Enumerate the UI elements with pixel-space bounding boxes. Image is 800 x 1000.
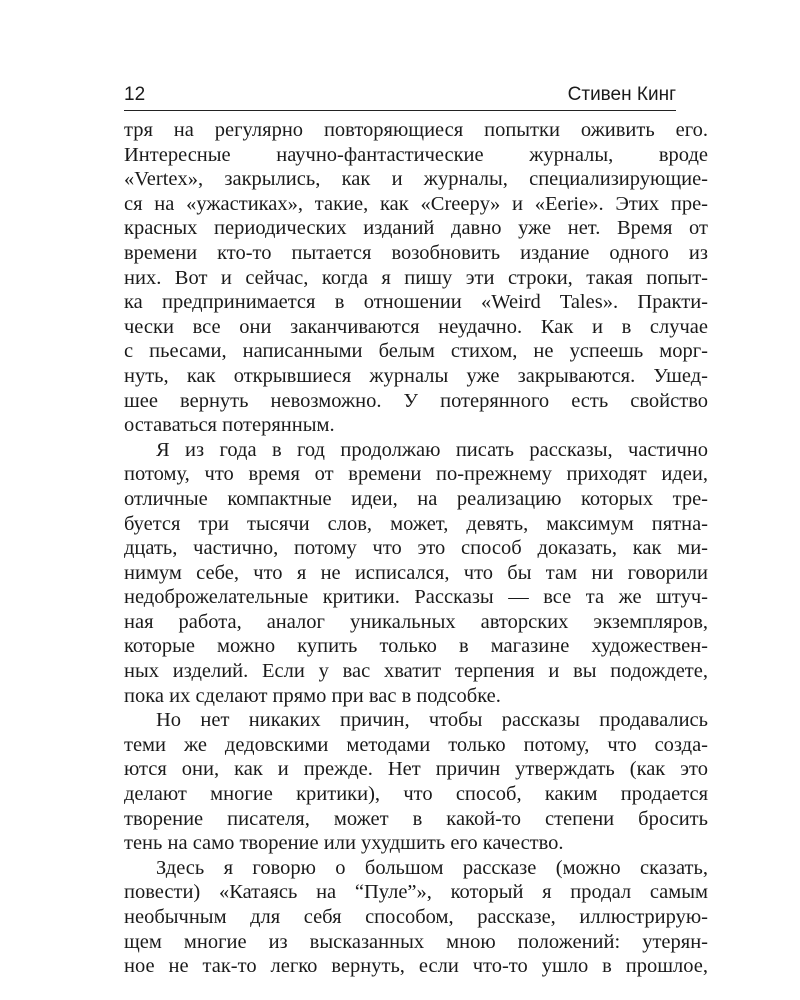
text-line: недоброжелательные критики. Рассказы — все та же штуч- bbox=[124, 586, 708, 609]
text-line: них. Вот и сейчас, когда я пишу эти строки, такая попыт- bbox=[124, 266, 708, 289]
text-line: пока их сделают прямо при вас в подсобке. bbox=[124, 684, 501, 707]
text-line: оставаться потерянным. bbox=[124, 414, 335, 437]
text-line: чески все они заканчиваются неудачно. Как и в случае bbox=[124, 315, 708, 338]
text-line: ная работа, аналог уникальных авторских экземпляров, bbox=[124, 610, 708, 633]
text-line: ка предпринимается в отношении «Weird Tales». Практи- bbox=[124, 291, 708, 314]
text-line: творение писателя, может в какой-то степени бросить bbox=[124, 807, 708, 830]
paragraph bbox=[124, 118, 708, 438]
text-line: потому, что время от времени по-прежнему приходят идеи, bbox=[124, 463, 708, 486]
text-line: повести) «Катаясь на “Пуле”», который я продал самым bbox=[124, 881, 708, 904]
text-line: щем многие из высказанных мною положений: утерян- bbox=[124, 930, 708, 953]
text-line: Я из года в год продолжаю писать рассказы, частично bbox=[156, 438, 708, 461]
text-line: Но нет никаких причин, чтобы рассказы продавались bbox=[156, 709, 708, 732]
text-line: тень на само творение или ухудшить его качество. bbox=[124, 832, 564, 855]
text-line: дцать, частично, потому что это способ доказать, как ми- bbox=[124, 537, 708, 560]
body-text bbox=[124, 118, 708, 979]
paragraph bbox=[124, 856, 708, 979]
text-line: которые можно купить только в магазине художествен- bbox=[124, 635, 708, 658]
text-line: Здесь я говорю о большом рассказе (можно сказать, bbox=[156, 856, 708, 879]
paragraph bbox=[124, 708, 708, 856]
text-line: с пьесами, написанными белым стихом, не успеешь морг- bbox=[124, 340, 708, 363]
text-line: Интересные научно-фантастические журналы, вроде bbox=[124, 143, 708, 166]
text-line: ное не так-то легко вернуть, если что-то ушло в прошлое, bbox=[124, 955, 708, 978]
text-line: необычным для себя способом, рассказе, иллюстрирую- bbox=[124, 906, 708, 928]
text-line: тря на регулярно повторяющиеся попытки оживить его. bbox=[124, 119, 708, 141]
text-line: «Vertex», закрылись, как и журналы, специализирующие- bbox=[124, 168, 708, 191]
page-header bbox=[124, 84, 676, 108]
header-rule bbox=[124, 110, 676, 111]
text-line: ся на «ужастиках», такие, как «Creepy» и «Eerie». Этих пре- bbox=[124, 192, 708, 215]
text-line: времени кто-то пытается возобновить издание одного из bbox=[124, 241, 708, 264]
text-line: шее вернуть невозможно. У потерянного есть свойство bbox=[124, 389, 708, 412]
text-line: красных периодических изданий давно уже нет. Время от bbox=[124, 217, 708, 240]
text-line: ются они, как и прежде. Нет причин утверждать (как это bbox=[124, 758, 708, 781]
text-line: делают многие критики), что способ, каким продается bbox=[124, 783, 708, 806]
text-line: нуть, как открывшиеся журналы уже закрываются. Ушед- bbox=[124, 364, 708, 387]
page-number: 12 bbox=[124, 84, 146, 105]
text-line: отличные компактные идеи, на реализацию которых тре- bbox=[124, 487, 708, 510]
paragraph bbox=[124, 438, 708, 709]
text-line: буется три тысячи слов, может, девять, максимум пятна- bbox=[124, 512, 708, 535]
text-line: ных изделий. Если у вас хватит терпения и вы подождете, bbox=[124, 660, 708, 683]
text-line: теми же дедовскими методами только потому, что созда- bbox=[124, 733, 708, 756]
text-line: нимум себе, что я не исписался, что бы там ни говорили bbox=[124, 561, 708, 584]
running-title: Стивен Кинг bbox=[567, 84, 676, 105]
